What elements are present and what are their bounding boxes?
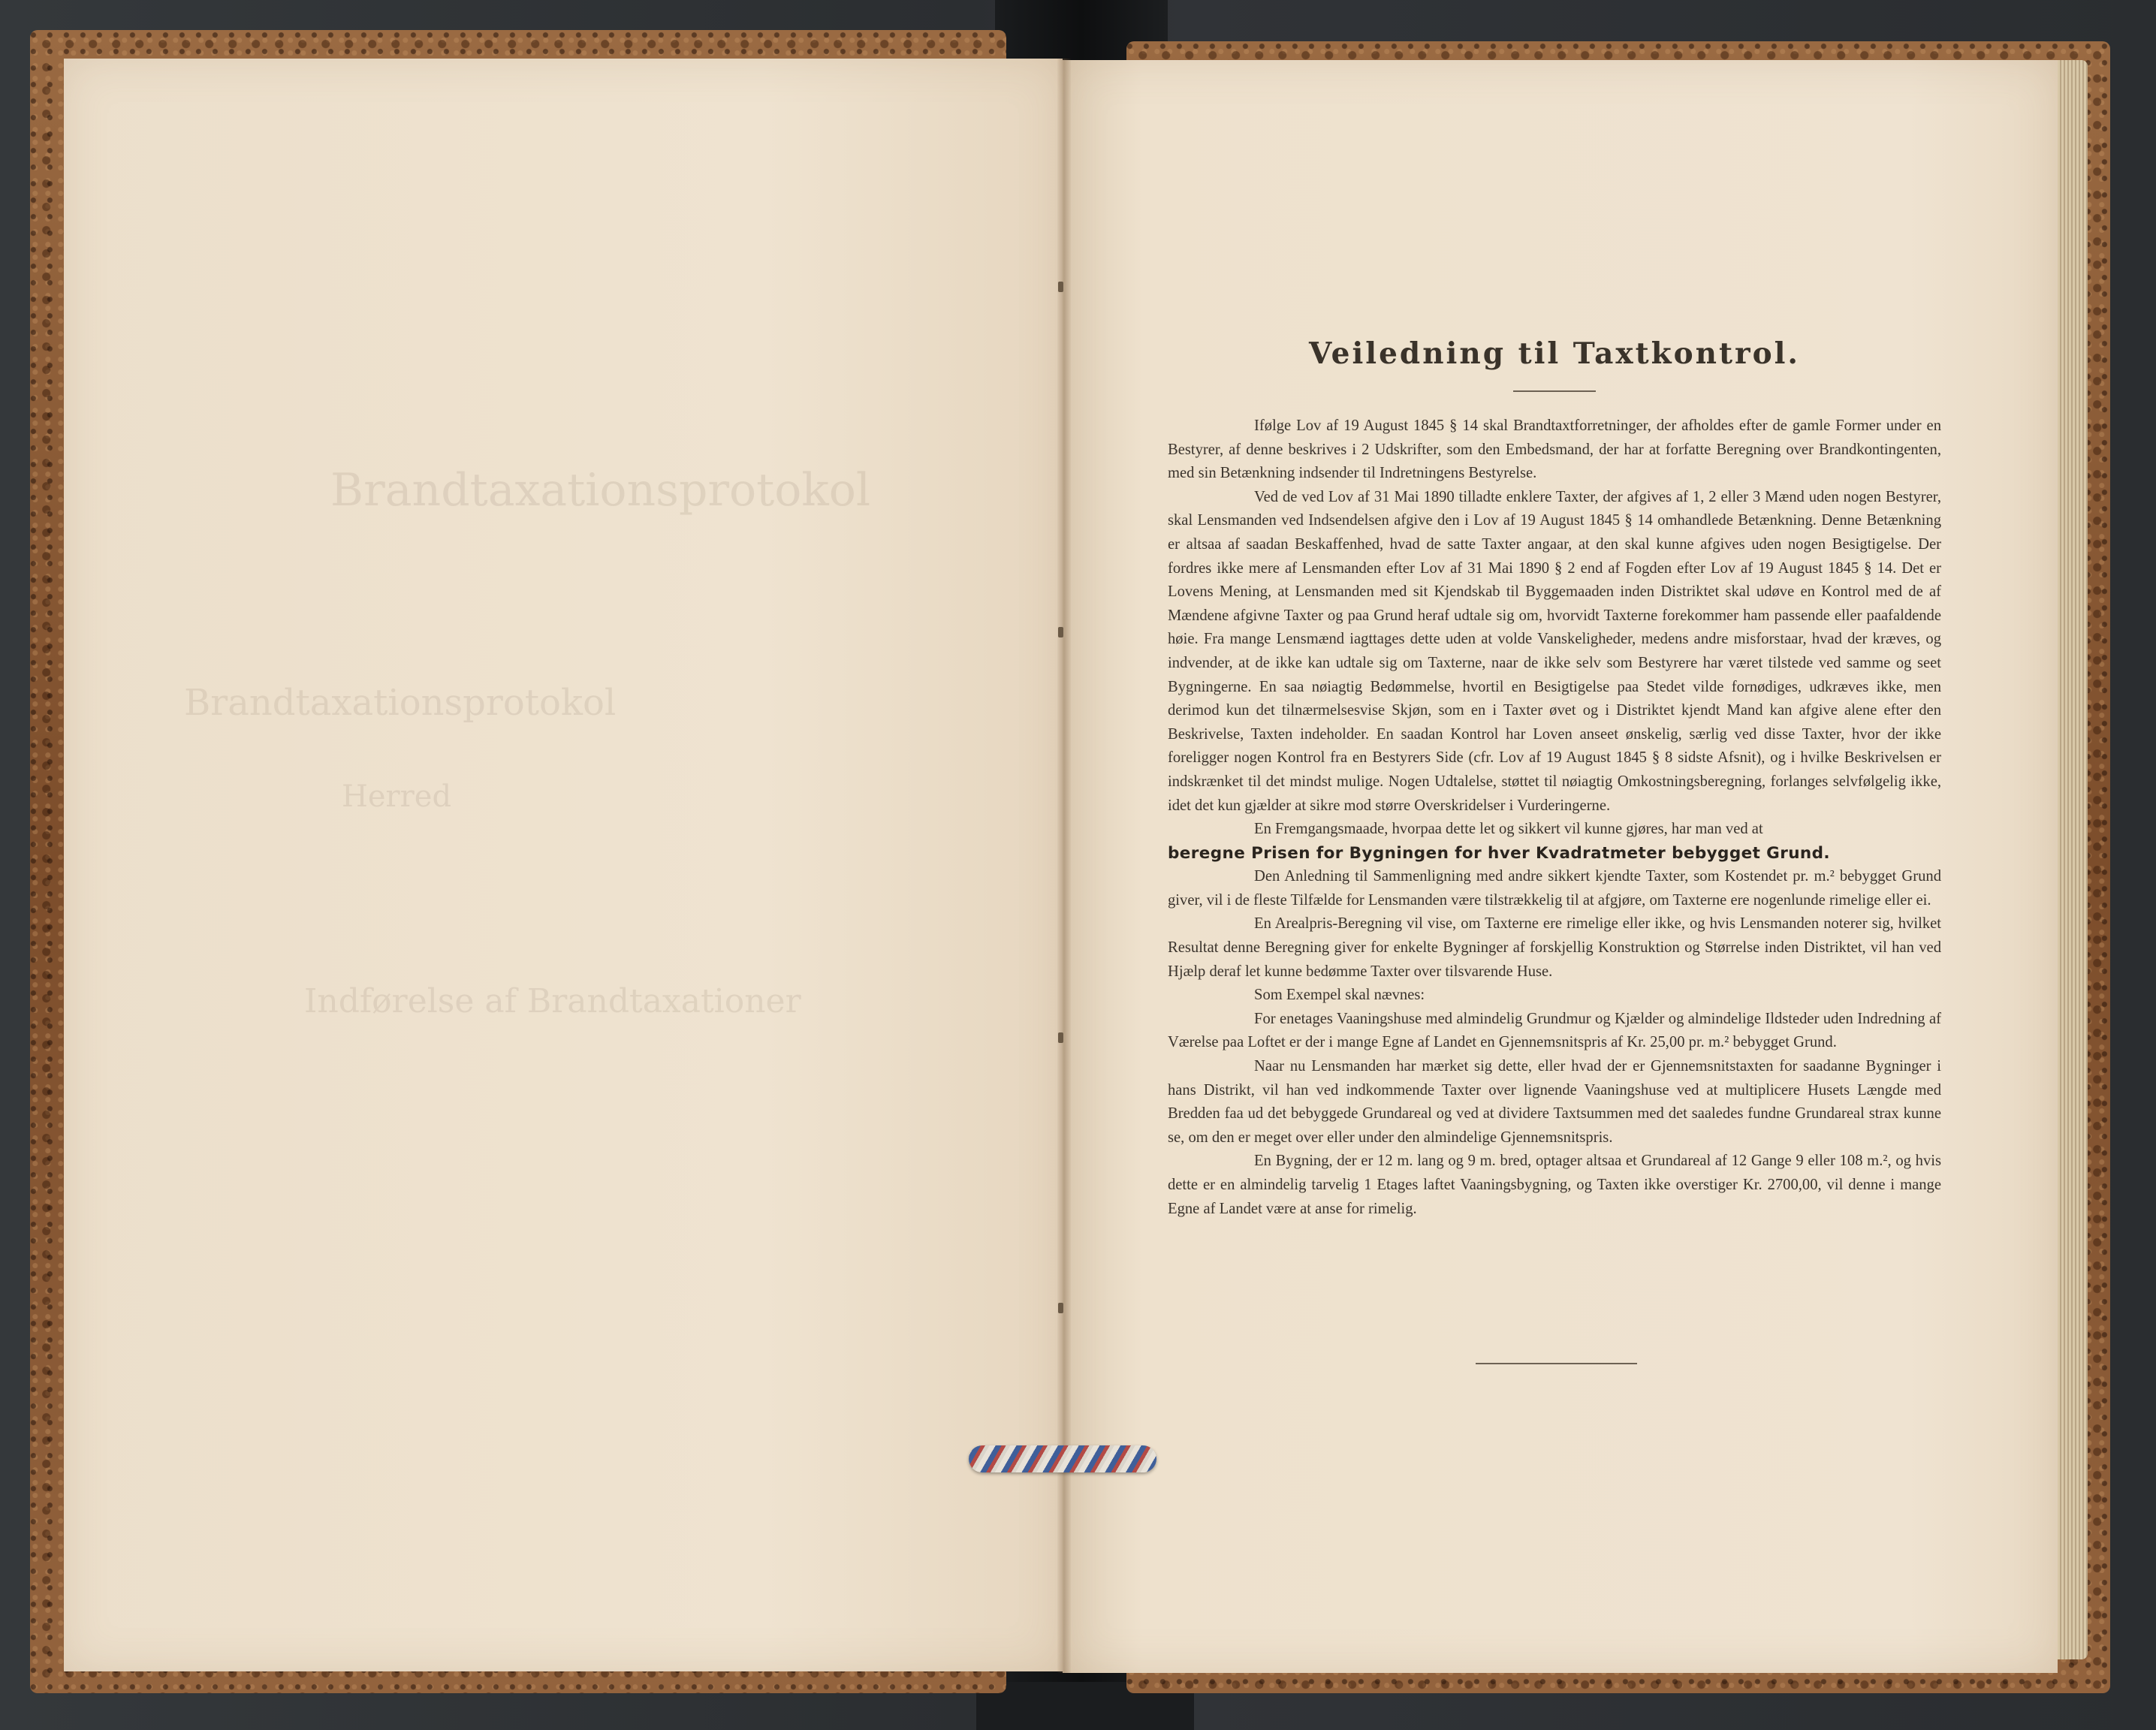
left-page [64, 59, 1063, 1671]
paragraph: Ved de ved Lov af 31 Mai 1890 tilladte enklere Taxter, der afgives af 1, 2 eller 3 Mænd uden nogen Bestyrer, skal Lensmanden ved Indsendelsen afgive den i Lov af 19 August 1845 § 14 omhandlede Betænkning. Denne Betænkning er altsaa af saadan Beskaffenhed, hvad de satte Taxter angaar, at den skal kunne afgives uden nogen Besigtigelse. Der fordres ikke mere af Lensmanden efter Lov af 31 Mai 1890 § 2 end af Fogden efter Lov af 19 August 1845 § 14. Det er Lovens Mening, at Lensmanden med sit Kjendskab til Byggemaaden inden Distriktet skal udøve en Kontrol med de af Mændene afgivne Taxter og paa Grund heraf udtale sig om, hvorvidt Taxterne forekommer ham passende eller paafaldende høie. Fra mange Lensmænd iagttages dette uden at volde Vanskeligheder, medens andre misforstaar, hvad der kræves, og indvender, at de ikke kan udtale sig om Taxterne, naar de ikke selv som Bestyrere har været tilstede ved samme og seet Bygningerne. En saa nøiagtig Bedømmelse, hvortil en Besigtigelse paa Stedet vilde fornødiges, udkræves ikke, men derimod kun det tilnærmelsesvise Skjøn, som en i Taxter øvet og i Distriktet kjendt Mand kan afgive alene efter den Beskrivelse, Taxten indeholder. En saadan Kontrol har Loven anseet ønskelig, særlig ved disse Taxter, hvor der ikke foreligger nogen Kontrol fra en Bestyrers Side (cfr. Lov af 19 August 1845 § 8 sidste Afsnit), og i hvilke Beskrivelsen er indskrænket til det mindst mulige. Nogen Udtalelse, støttet til nøiagtig Omkostningsberegning, forlanges selvfølgelig ikke, idet det kun gjælder at sikre mod større Overskridelser i Vurderingerne. [1168, 488, 1941, 814]
ghost-line: Indførelse af Brandtaxationer [304, 982, 801, 1020]
heading-rule [1513, 390, 1596, 392]
paragraph: En Arealpris-Beregning vil vise, om Taxterne ere rimelige eller ikke, og hvis Lensmanden noterer sig, hvilket Resultat denne Beregning giver for enkelte Bygninger af forskjellig Konstruktion og Størrelse inden Distriktet, vil han ved Hjælp deraf let kunne bedømme Taxter over tilsvarende Huse. [1168, 915, 1941, 980]
binding-stitch [1058, 627, 1063, 637]
binding-thread [969, 1445, 1156, 1472]
ghost-title: Brandtaxationsprotokol [330, 464, 871, 517]
ghost-line: Herred [342, 779, 452, 814]
bold-instruction: beregne Prisen for Bygningen for hver Kvadratmeter bebygget Grund. [1168, 843, 1830, 863]
paragraph: En Fremgangsmaade, hvorpaa dette let og sikkert vil kunne gjøres, har man ved at [1254, 821, 1763, 838]
book-gutter [1057, 59, 1071, 1673]
paragraph: Naar nu Lensmanden har mærket sig dette, eller hvad der er Gjennemsnitstaxten for saadanne Bygninger i hans Distrikt, vil han ved indkommende Taxter over lignende Vaaningshuse ved at multiplicere Husets Længde med Bredden faa ud det bebyggede Grundareal og ved at dividere Taxtsummen med det saaledes fundne Grundareal strax kunne se, om den er meget over eller under den almindelige Gjennemsnitspris. [1168, 1058, 1941, 1146]
body-text [1168, 414, 1941, 1221]
end-rule [1476, 1363, 1637, 1364]
paragraph: Den Anledning til Sammenligning med andre sikkert kjendte Taxter, som Kostendet pr. m.² bebygget Grund giver, vil i de fleste Tilfælde for Lensmanden være tilstrækkelig til at afgjøre, om Taxterne ere nogenlunde rimelige eller ei. [1168, 868, 1941, 909]
paragraph: Som Exempel skal nævnes: [1254, 987, 1425, 1004]
binding-stitch [1058, 1303, 1063, 1313]
binding-stitch [1058, 282, 1063, 292]
paragraph: Ifølge Lov af 19 August 1845 § 14 skal Brandtaxtforretninger, der afholdes efter de gamle Former under en Bestyrer, af denne beskrives i 2 Udskrifter, som den Embedsmand, der har at forfatte Beregning over Brandkontingenten, med sin Betænkning indsender til Indretningens Bestyrelse. [1168, 417, 1941, 482]
paragraph: For enetages Vaaningshuse med almindelig Grundmur og Kjælder og almindelige Ildsteder uden Indredning af Værelse paa Loftet er der i mange Egne af Landet en Gjennemsnitspris af Kr. 25,00 pr. m.² bebygget Grund. [1168, 1010, 1941, 1051]
ghost-line: Brandtaxationsprotokol [184, 682, 617, 724]
binding-stitch [1058, 1032, 1063, 1043]
paragraph: En Bygning, der er 12 m. lang og 9 m. bred, optager altsaa et Grundareal af 12 Gange 9 eller 108 m.², og hvis dette er en almindelig tarvelig 1 Etages laftet Vaaningsbygning, og Taxten ikke overstiger Kr. 2700,00, vil denne i mange Egne af Landet være at anse for rimelig. [1168, 1153, 1941, 1217]
page-heading: Veiledning til Taxtkontrol. [1309, 336, 1800, 371]
guidance-text [1168, 315, 1941, 1221]
